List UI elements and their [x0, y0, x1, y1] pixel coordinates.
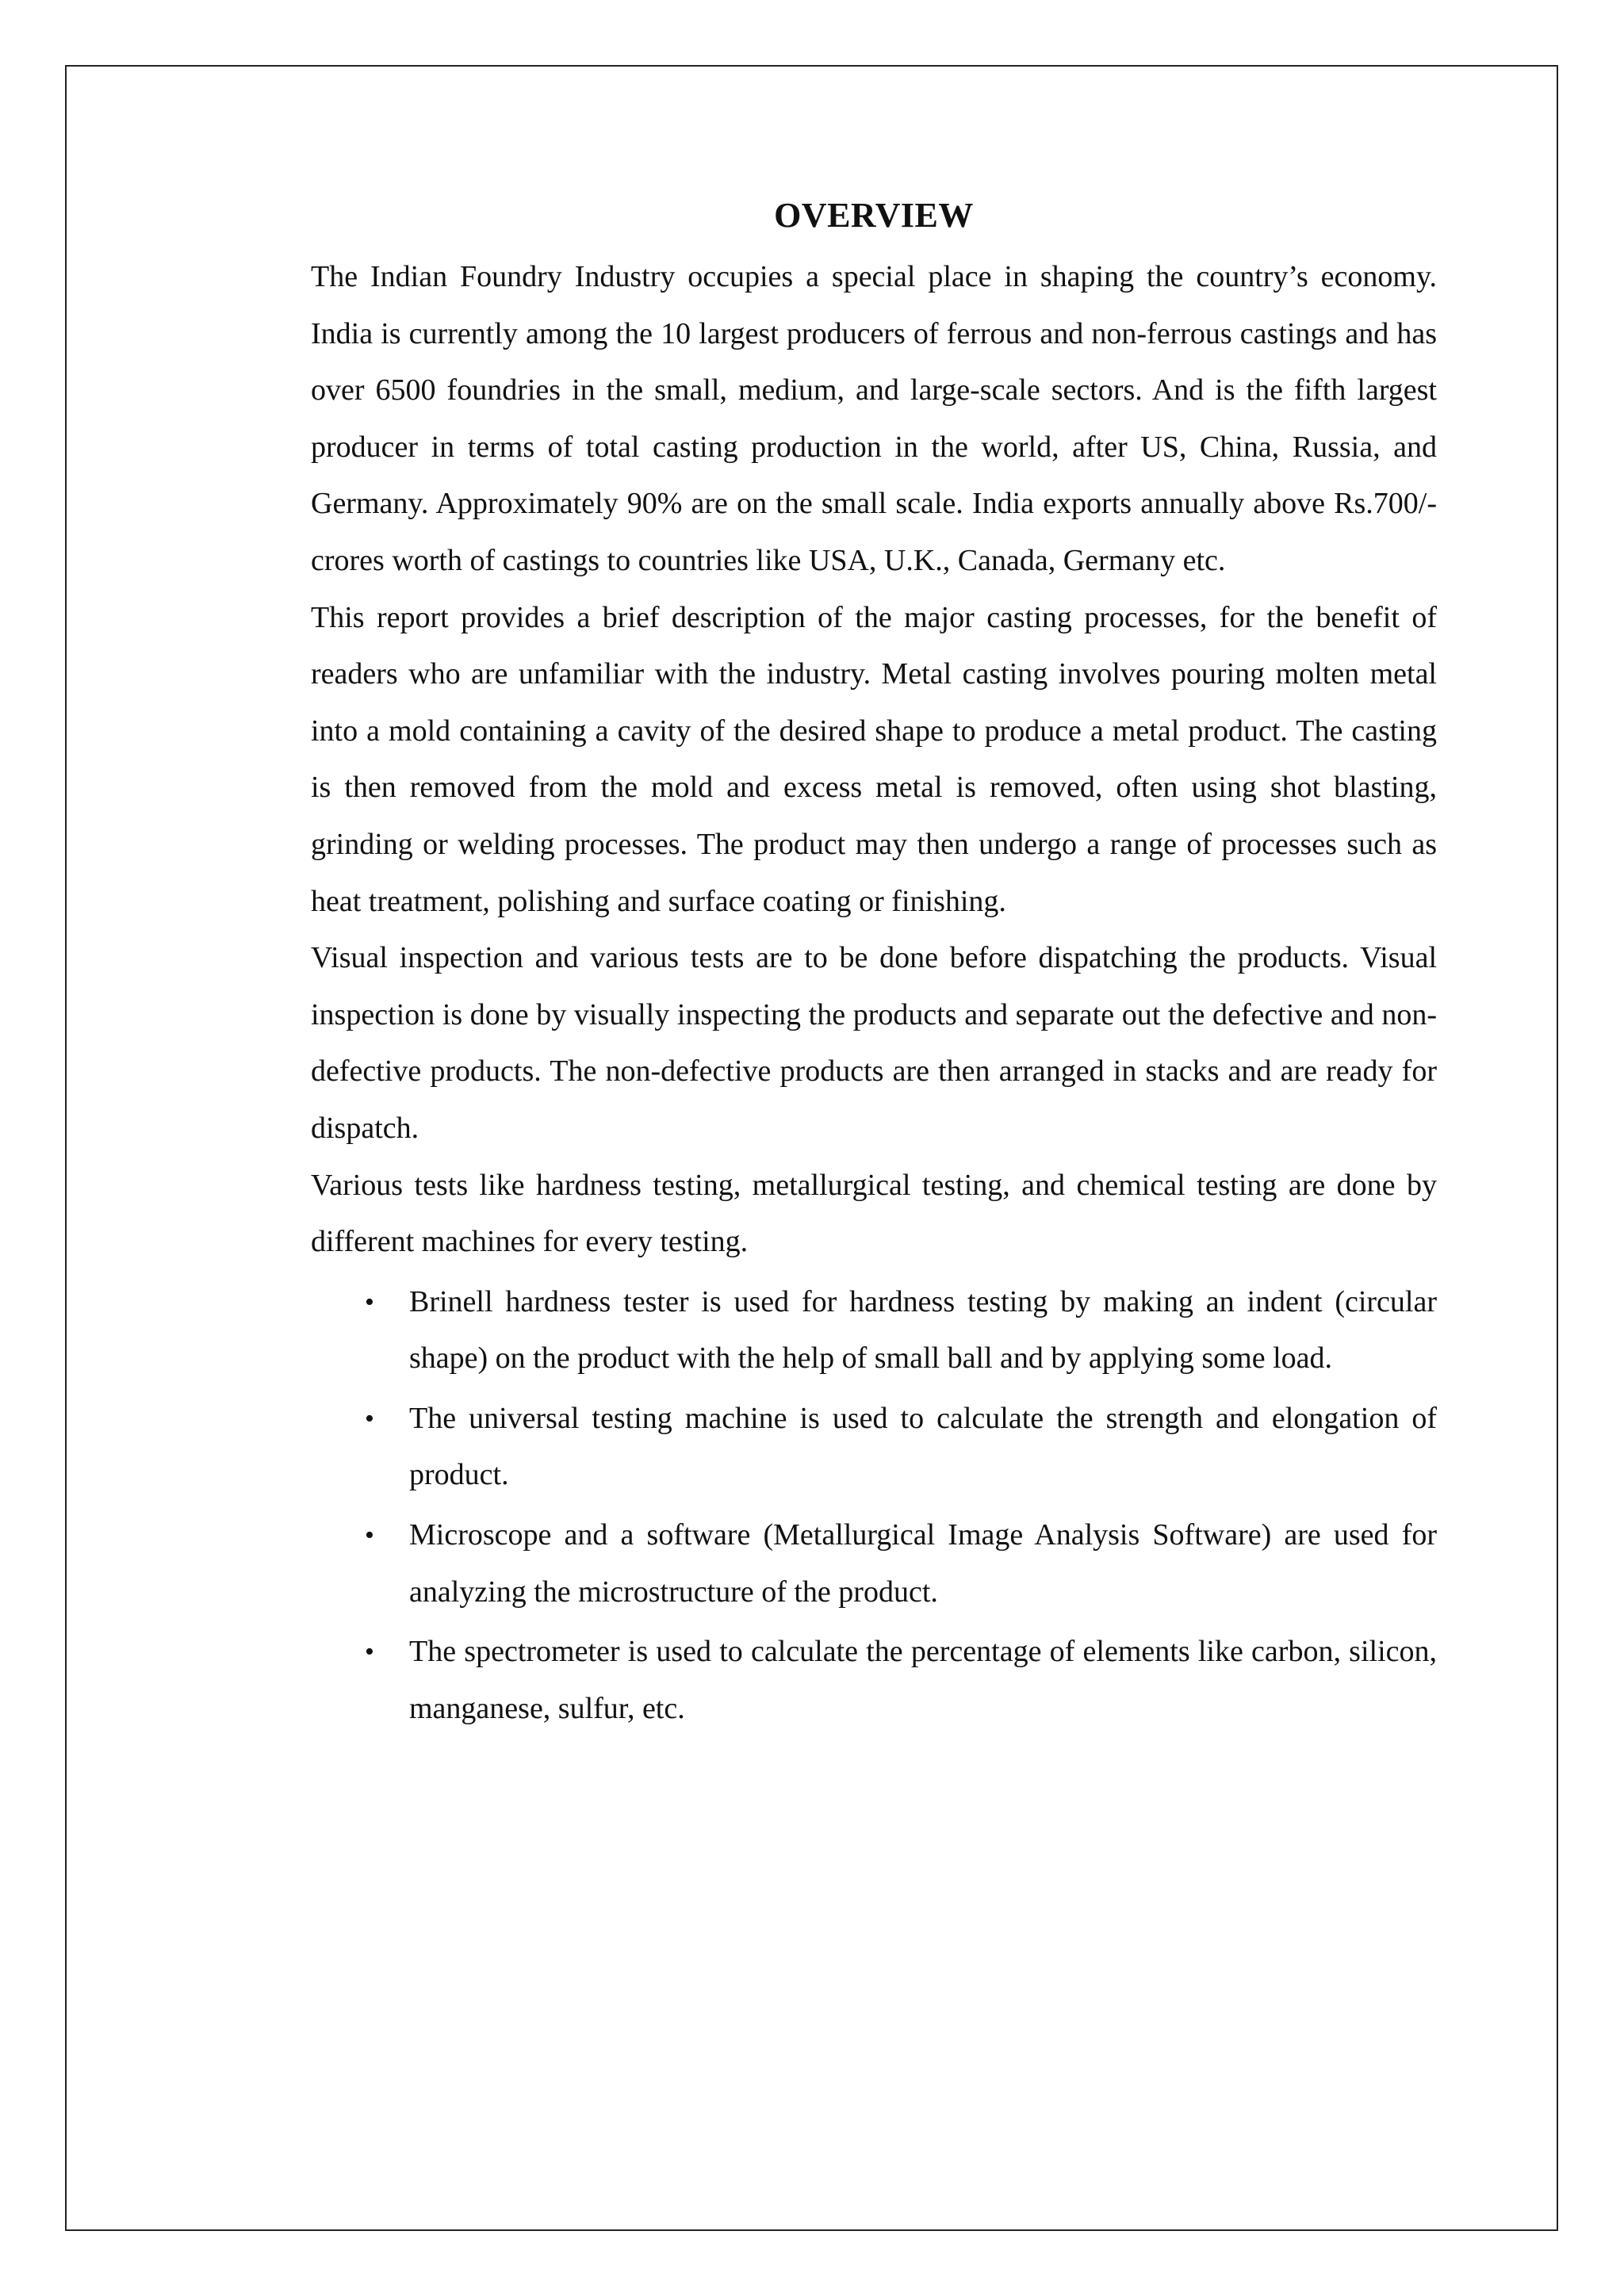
page-title: OVERVIEW — [774, 196, 974, 235]
bullet-icon: • — [365, 1521, 374, 1551]
list-item — [311, 1274, 1437, 1387]
list-item-text: The universal testing machine is used to calculate the strength and elongation of product. — [409, 1401, 1437, 1492]
list-item — [311, 1507, 1437, 1621]
paragraph-various-tests: Various tests like hardness testing, metallurgical testing, and chemical testing are done by different machines for every testing. — [311, 1168, 1437, 1259]
bullet-icon: • — [365, 1287, 374, 1317]
list-item-text: Brinell hardness tester is used for hardness testing by making an indent (circular shape) on the product with the help of small ball and by applying some load. — [409, 1284, 1437, 1376]
paragraph-foundry-industry: The Indian Foundry Industry occupies a special place in shaping the country’s economy. India is currently among the 10 largest producers of ferrous and non-ferrous castings and has over 6500 foundries in the small, medium, and large-scale sectors. And is the fifth largest producer in terms of total casting production in the world, after US, China, Russia, and Germany. Approximately 90% are on the small scale. India exports annually above Rs.700/- crores worth of castings to countries like USA, U.K., Canada, Germany etc. — [311, 260, 1437, 577]
paragraph-visual-inspection: Visual inspection and various tests are to be done before dispatching the products. Visual inspection is done by visually inspecting the products and separate out the defective and non-defective products. The non-defective products are then arranged in stacks and are ready for dispatch. — [311, 941, 1437, 1145]
document-body — [311, 187, 1437, 1740]
list-item-text: The spectrometer is used to calculate the percentage of elements like carbon, silicon, manganese, sulfur, etc. — [409, 1635, 1437, 1725]
bullet-icon: • — [365, 1403, 374, 1433]
paragraph-casting-processes: This report provides a brief description of the major casting processes, for the benefit of readers who are unfamiliar with the industry. Metal casting involves pouring molten metal into a mold containing a cavity of the desired shape to produce a metal product. The casting is then removed from the mold and excess metal is removed, often using shot blasting, grinding or welding processes. The product may then undergo a range of processes such as heat treatment, polishing and surface coating or finishing. — [311, 600, 1437, 918]
list-item — [311, 1624, 1437, 1737]
bullet-icon: • — [365, 1637, 374, 1667]
testing-methods-list — [311, 1274, 1437, 1738]
list-item — [311, 1391, 1437, 1504]
list-item-text: Microscope and a software (Metallurgical Image Analysis Software) are used for analyzing the microstructure of the product. — [409, 1518, 1437, 1609]
